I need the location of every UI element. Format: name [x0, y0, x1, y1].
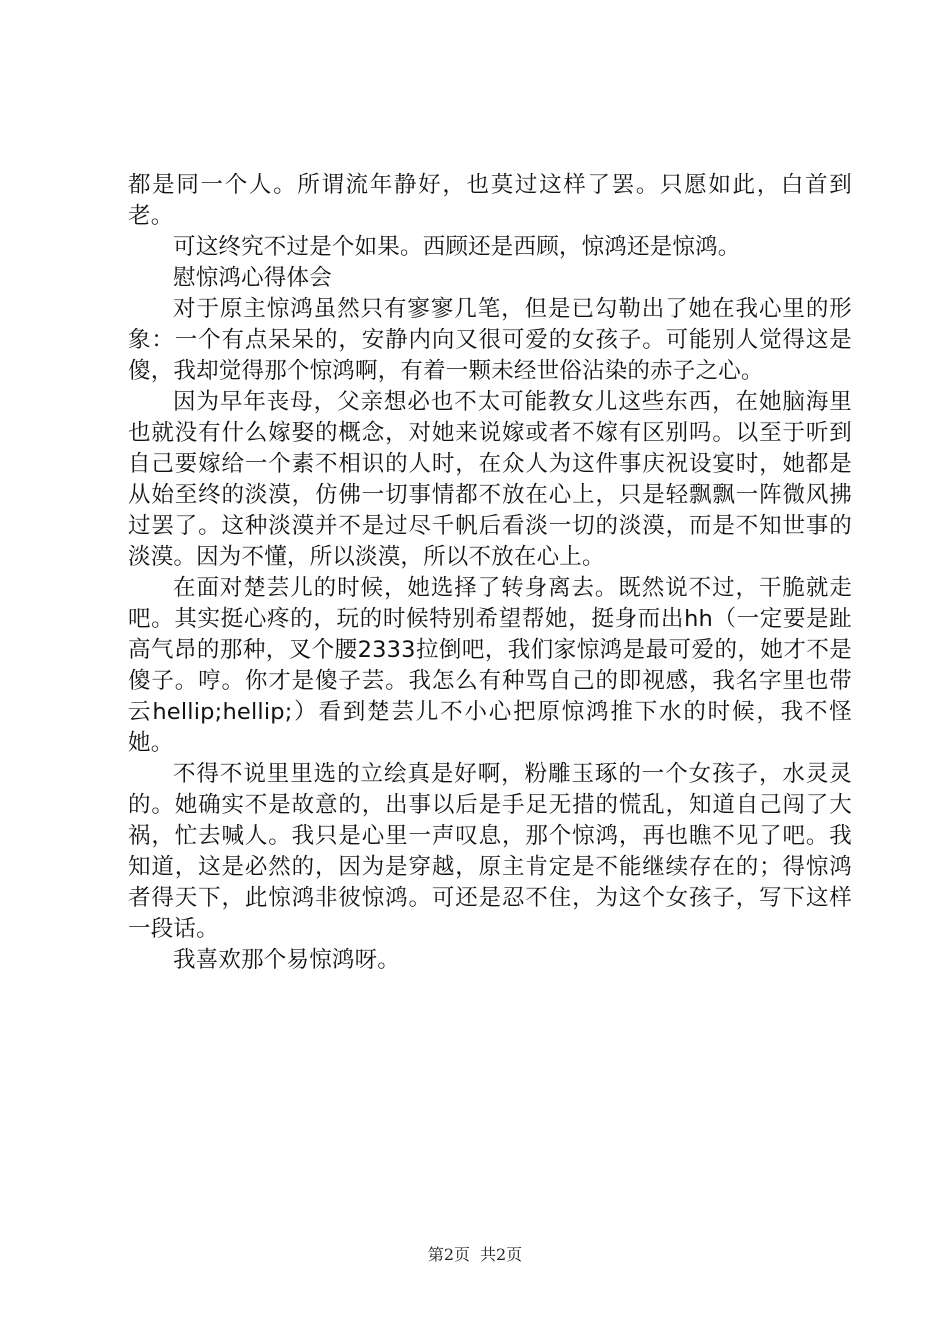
paragraph: 因为早年丧母，父亲想必也不太可能教女儿这些东西，在她脑海里也就没有什么嫁娶的概念，对她来说嫁或者不嫁有区别吗。以至于听到自己要嫁给一个素不相识的人时，在众人为这件事庆祝设宴时，她都是从始至终的淡漠，仿佛一切事情都不放在心上，只是轻飘飘一阵微风拂过罢了。这种淡漠并不是过尽千帆后看淡一切的淡漠，而是不知世事的淡漠。因为不懂，所以淡漠，所以不放在心上。	[128, 389, 852, 570]
document-body	[128, 170, 852, 976]
paragraph: 对于原主惊鸿虽然只有寥寥几笔，但是已勾勒出了她在我心里的形象：一个有点呆呆的，安静内向又很可爱的女孩子。可能别人觉得这是傻，我却觉得那个惊鸿啊，有着一颗未经世俗沾染的赤子之心。	[128, 296, 852, 384]
paragraph: 可这终究不过是个如果。西顾还是西顾，惊鸿还是惊鸿。	[173, 234, 741, 260]
page-footer	[0, 1244, 950, 1266]
section-heading: 慰惊鸿心得体会	[173, 265, 332, 291]
paragraph: 在面对楚芸儿的时候，她选择了转身离去。既然说不过，干脆就走吧。其实挺心疼的，玩的时候特别希望帮她，挺身而出hh（一定要是趾高气昂的那种，叉个腰2333拉倒吧，我们家惊鸿是最可爱的，她才不是傻子。哼。你才是傻子芸。我怎么有种骂自己的即视感，我名字里也带云hellip;hellip;）看到楚芸儿不小心把原惊鸿推下水的时候，我不怪她。	[128, 575, 852, 756]
paragraph: 我喜欢那个易惊鸿呀。	[173, 947, 401, 973]
page-total: 共2页	[480, 1245, 523, 1264]
paragraph: 都是同一个人。所谓流年静好，也莫过这样了罢。只愿如此，白首到老。	[128, 172, 852, 229]
paragraph: 不得不说里里选的立绘真是好啊，粉雕玉琢的一个女孩子，水灵灵的。她确实不是故意的，出事以后是手足无措的慌乱，知道自己闯了大祸，忙去喊人。我只是心里一声叹息，那个惊鸿，再也瞧不见了吧。我知道，这是必然的，因为是穿越，原主肯定是不能继续存在的；得惊鸿者得天下，此惊鸿非彼惊鸿。可还是忍不住，为这个女孩子，写下这样一段话。	[128, 761, 852, 942]
page-number: 第2页	[427, 1245, 470, 1264]
